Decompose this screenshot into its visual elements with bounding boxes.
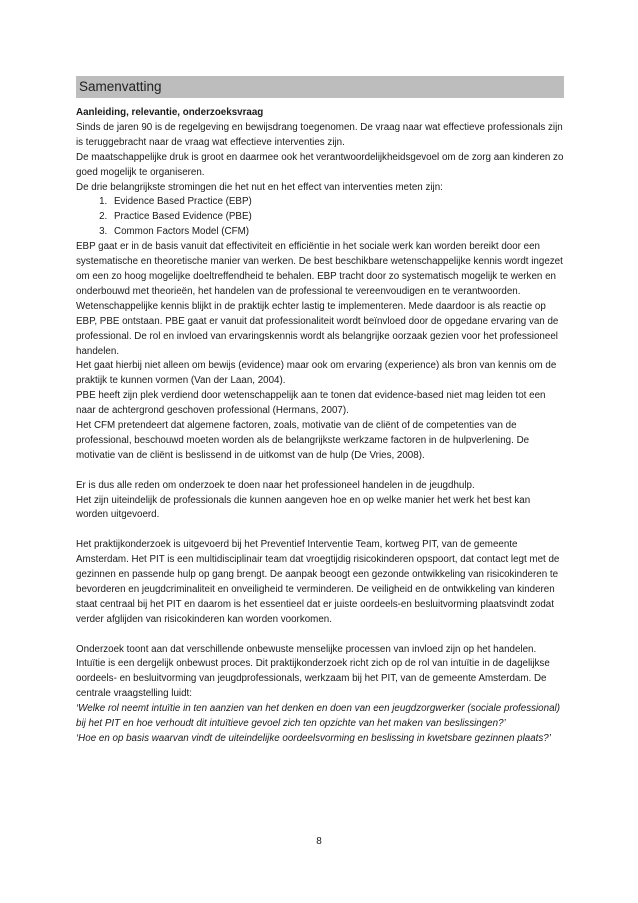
paragraph: De drie belangrijkste stromingen die het nut en het effect van interventies meten zijn:	[76, 181, 443, 193]
research-question: ‘Hoe en op basis waarvan vindt de uiteindelijke oordeelsvorming en beslissing in kwetsbare gezinnen plaats?’	[76, 733, 551, 745]
list-item: 3. Common Factors Model (CFM)	[110, 225, 564, 240]
subheading: Aanleiding, relevantie, onderzoeksvraag	[76, 107, 264, 118]
paragraph: Onderzoek toont aan dat verschillende onbewuste menselijke processen van invloed zijn op het handelen. Intuïtie is een dergelijk onbewust proces. Dit praktijkonderzoek richt zich op de rol van intuïtie in de dagelijkse oordeels- en besluitvorming van jeugdprofessionals, werkzaam bij het PIT, van de gemeente Amsterdam. De centrale vraagstelling luidt:	[76, 643, 550, 700]
list-item: 1. Evidence Based Practice (EBP)	[110, 195, 564, 210]
numbered-list	[76, 195, 564, 240]
paragraph-spacer	[76, 523, 564, 538]
research-question: ‘Welke rol neemt intuïtie in ten aanzien van het denken en doen van een jeugdzorgwerker (sociale professional) bij het PIT en hoe verhoudt dit intuïtieve gevoel zich ten opzichte van het maken van beslissingen?’	[76, 703, 560, 730]
paragraph: Er is dus alle reden om onderzoek te doen naar het professioneel handelen in de jeugdhulp.	[76, 479, 475, 491]
paragraph-spacer	[76, 628, 564, 643]
paragraph: Sinds de jaren 90 is de regelgeving en bewijsdrang toegenomen. De vraag naar wat effectieve professionals zijn is teruggebracht naar de vraag wat effectieve interventies zijn.	[76, 121, 563, 148]
paragraph: Het zijn uiteindelijk de professionals die kunnen aangeven hoe en op welke manier het werk het best kan worden uitgevoerd.	[76, 494, 531, 521]
page-number: 8	[316, 836, 322, 847]
paragraph: PBE heeft zijn plek verdiend door wetenschappelijk aan te tonen dat evidence-based niet mag leiden tot een naar de achtergrond geschoven professional (Hermans, 2007).	[76, 390, 546, 417]
paragraph: De maatschappelijke druk is groot en daarmee ook het verantwoordelijkheidsgevoel om de zorg aan kinderen zo goed mogelijk te organiseren.	[76, 151, 564, 178]
paragraph: Het gaat hierbij niet alleen om bewijs (evidence) maar ook om ervaring (experience) als bron van kennis om de praktijk te kunnen vormen (Van der Laan, 2004).	[76, 360, 557, 387]
paragraph: Het CFM pretendeert dat algemene factoren, zoals, motivatie van de cliënt of de competenties van de professional, beschouwd moeten worden als de belangrijkste werkzame factoren in de hulpverlening. De motivatie van de cliënt is beslissend in de uitkomst van de hulp (De Vries, 2008).	[76, 420, 530, 461]
paragraph: Het praktijkonderzoek is uitgevoerd bij het Preventief Interventie Team, kortweg PIT, van de gemeente Amsterdam. Het PIT is een multidisciplinair team dat vroegtijdig risicokinderen opspoort, dat contact legt met de gezinnen en passende hulp op gang brengt. De aanpak beoogt een gezonde ontwikkeling van risicokinderen te bevorderen en jeugdcriminaliteit en onveiligheid te verminderen. De veiligheid en de ontwikkeling van kinderen staat centraal bij het PIT en daarom is het essentieel dat er juiste oordeels-en besluitvorming plaatsvindt zodat verder afglijden van risicokinderen kan worden voorkomen.	[76, 539, 560, 625]
document-page	[76, 76, 564, 747]
summary-body	[76, 106, 564, 747]
list-item: 2. Practice Based Evidence (PBE)	[110, 210, 564, 225]
section-heading: Samenvatting	[76, 76, 564, 98]
paragraph: EBP gaat er in de basis vanuit dat effectiviteit en efficiëntie in het sociale werk kan worden bereikt door een systematische en theoretische manier van werken. De best beschikbare wetenschappelijke kennis wordt ingezet om een zo hoog mogelijke doeltreffendheid te behalen. EBP tracht door zo systematisch mogelijk te werken en onderbouwd met theorieën, het handelen van de professional te vereenvoudigen en te verantwoorden. Wetenschappelijke kennis blijkt in de praktijk echter lastig te implementeren. Mede daardoor is als reactie op EBP, PBE ontstaan. PBE gaat er vanuit dat professionaliteit wordt beïnvloed door de opgedane ervaring van de professional. De rol en invloed van ervaringskennis wordt als belangrijke oorzaak gezien voor het professioneel handelen.	[76, 241, 563, 357]
paragraph-spacer	[76, 464, 564, 479]
